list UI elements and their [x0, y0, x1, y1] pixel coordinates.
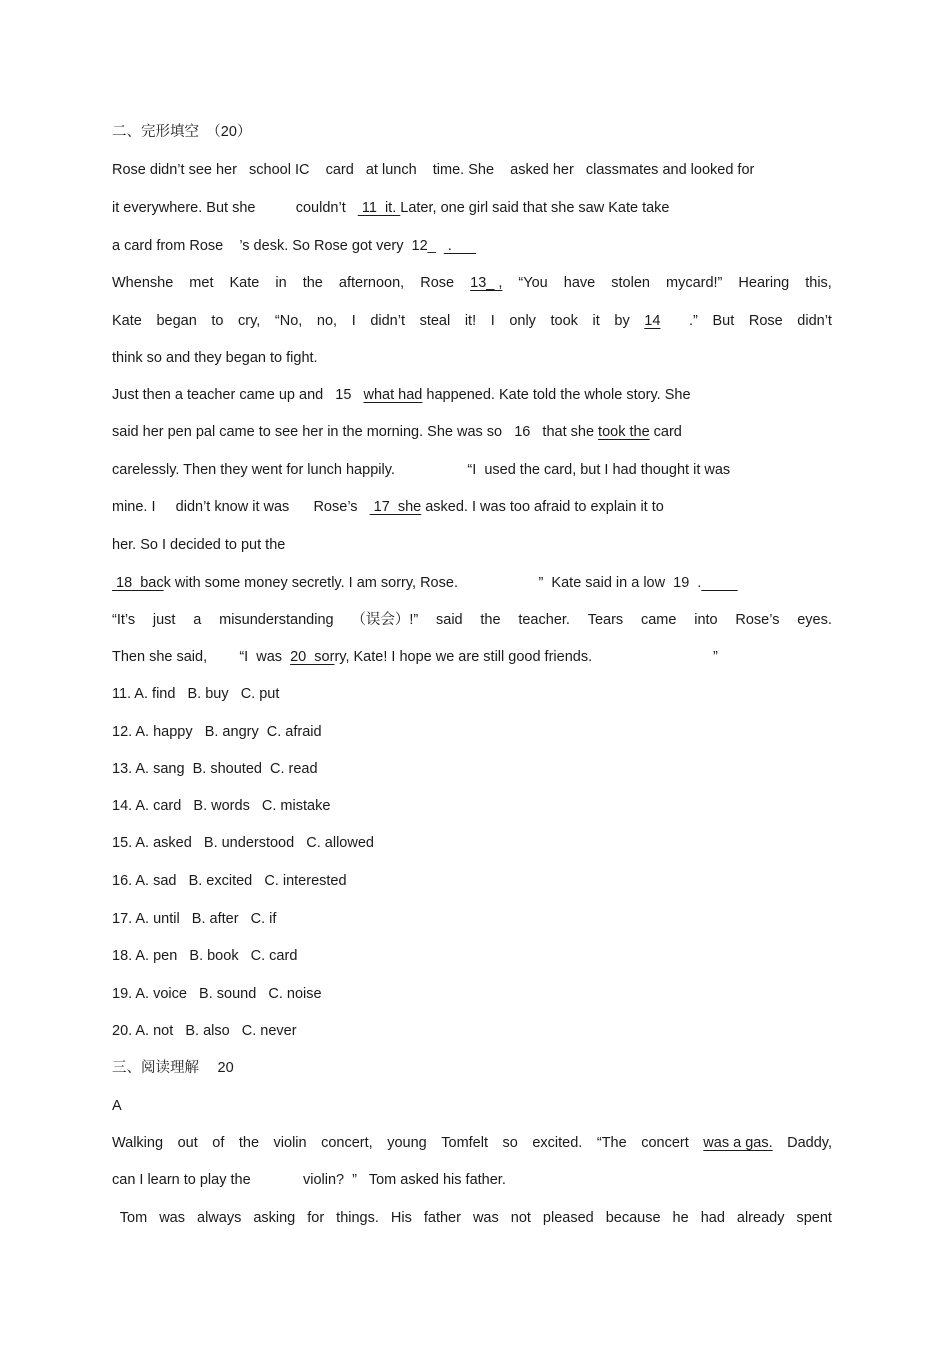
word: Daddy,	[787, 1135, 832, 1151]
word: Rose	[748, 313, 783, 329]
word: for	[307, 1210, 325, 1226]
underlined-text: what had	[363, 387, 423, 403]
word: out	[177, 1135, 198, 1151]
word: things.	[336, 1210, 379, 1226]
passage-line-12	[112, 573, 738, 593]
passage-text: mine. I didn’t know it was Rose’s	[112, 499, 370, 515]
passage-text: happened. Kate told the whole story. She	[422, 387, 691, 403]
word: “You	[518, 275, 548, 291]
word: Hearing	[738, 275, 790, 291]
word: father	[423, 1210, 461, 1226]
option-line: 13. A. sang B. shouted C. read	[112, 761, 318, 777]
word: afternoon,	[338, 275, 405, 291]
word: by	[614, 313, 630, 329]
option-line: 14. A. card B. words C. mistake	[112, 798, 331, 814]
word: was	[159, 1210, 185, 1226]
word: didn’t	[797, 313, 832, 329]
word: in	[275, 275, 287, 291]
passage-text: Then she said, “I was	[112, 649, 291, 665]
reading-part-label: A	[112, 1098, 122, 1114]
passage-line-13	[112, 610, 832, 630]
blank-19	[701, 575, 737, 591]
word: came	[640, 612, 677, 628]
word: pleased	[542, 1210, 594, 1226]
word: misunderstanding	[219, 612, 334, 628]
word: had	[700, 1210, 725, 1226]
word: into	[694, 612, 718, 628]
word: a	[193, 612, 202, 628]
passage-line-4	[112, 273, 832, 293]
word: said	[436, 612, 463, 628]
word: young	[387, 1135, 427, 1151]
blank-14: 14	[644, 313, 661, 329]
word: Tomfelt	[441, 1135, 488, 1151]
blank-17: 17 she	[369, 499, 422, 515]
passage-line-8	[112, 422, 682, 442]
word: the	[480, 612, 501, 628]
word: no,	[316, 313, 338, 329]
word: it!	[464, 313, 477, 329]
word: I	[490, 313, 495, 329]
option-line: 11. A. find B. buy C. put	[112, 686, 280, 702]
word: Kate	[229, 275, 260, 291]
passage-text: asked. I was too afraid to explain it to	[421, 499, 664, 515]
passage-text: Later, one girl said that she saw Kate take	[400, 200, 670, 216]
word: （误会）!”	[351, 612, 419, 628]
word: cry,	[238, 313, 261, 329]
reading-line-3	[112, 1208, 832, 1228]
blank-18: 18 bac	[112, 575, 164, 591]
word: already	[736, 1210, 785, 1226]
word: began	[156, 313, 197, 329]
blank-11: 11 it.	[357, 200, 401, 216]
word: not	[510, 1210, 531, 1226]
word: eyes.	[797, 612, 832, 628]
option-line: 19. A. voice B. sound C. noise	[112, 986, 322, 1002]
option-line: 12. A. happy B. angry C. afraid	[112, 724, 322, 740]
word: because	[605, 1210, 661, 1226]
reading-line-1	[112, 1133, 832, 1153]
word: “It’s	[112, 612, 136, 628]
word: so	[502, 1135, 518, 1151]
passage-text: card	[649, 424, 682, 440]
word: stolen	[611, 275, 650, 291]
word: always	[197, 1210, 242, 1226]
word: mycard!”	[665, 275, 723, 291]
word: only	[509, 313, 536, 329]
passage-text: it everywhere. But she couldn’t	[112, 200, 358, 216]
word: teacher.	[518, 612, 570, 628]
word: asking	[253, 1210, 296, 1226]
word: took	[550, 313, 578, 329]
word: Rose	[420, 275, 455, 291]
word: Rose’s	[735, 612, 780, 628]
passage-text: ry, Kate! I hope we are still good friends. ”	[334, 649, 718, 665]
underlined-phrase: was a gas.	[703, 1135, 773, 1151]
passage-text: a card from Rose ’s desk. So Rose got very 12_	[112, 238, 444, 254]
option-line: 18. A. pen B. book C. card	[112, 948, 298, 964]
word: the	[238, 1135, 260, 1151]
word: steal	[419, 313, 451, 329]
passage-line-9: carelessly. Then they went for lunch happily. “I used the card, but I had thought it was	[112, 462, 731, 478]
word: Whenshe	[112, 275, 174, 291]
word: this,	[805, 275, 832, 291]
word: His	[390, 1210, 412, 1226]
blank-12: .	[443, 238, 477, 254]
blank-20: 20 sor	[290, 649, 335, 665]
word: Walking	[112, 1135, 164, 1151]
word: it	[592, 313, 600, 329]
word: “The	[596, 1135, 627, 1151]
option-line: 17. A. until B. after C. if	[112, 911, 277, 927]
option-line: 16. A. sad B. excited C. interested	[112, 873, 347, 889]
word: he	[672, 1210, 689, 1226]
passage-line-7	[112, 385, 691, 405]
reading-line-2: can I learn to play the violin? ” Tom asked his father.	[112, 1172, 506, 1188]
word: have	[563, 275, 596, 291]
word: concert	[641, 1135, 689, 1151]
passage-line-14	[112, 647, 718, 667]
passage-line-6: think so and they began to fight.	[112, 350, 318, 366]
word: met	[189, 275, 214, 291]
word: didn’t	[370, 313, 405, 329]
word: Tears	[587, 612, 624, 628]
passage-line-1: Rose didn’t see her school IC card at lunch time. She asked her classmates and looked for	[112, 162, 755, 178]
section-heading-cloze: 二、完形填空 （20）	[112, 124, 252, 140]
word: the	[302, 275, 323, 291]
word: concert,	[321, 1135, 373, 1151]
word: spent	[796, 1210, 832, 1226]
passage-line-11: her. So I decided to put the	[112, 537, 286, 553]
word: Kate	[112, 313, 142, 329]
word: to	[211, 313, 224, 329]
word: .”	[689, 313, 698, 329]
underlined-text: took the	[598, 424, 650, 440]
option-line: 15. A. asked B. understood C. allowed	[112, 835, 374, 851]
passage-text: Just then a teacher came up and 15	[112, 387, 364, 403]
passage-line-10	[112, 497, 664, 517]
word: “No,	[274, 313, 303, 329]
word: of	[212, 1135, 225, 1151]
word: just	[152, 612, 176, 628]
passage-text: said her pen pal came to see her in the morning. She was so 16 that she	[112, 424, 599, 440]
option-line: 20. A. not B. also C. never	[112, 1023, 297, 1039]
word: But	[712, 313, 735, 329]
passage-line-3	[112, 236, 476, 256]
passage-line-5	[112, 311, 832, 331]
word: was	[472, 1210, 499, 1226]
passage-text: k with some money secretly. I am sorry, Rose. ” Kate said in a low 19 .	[163, 575, 702, 591]
passage-line-2	[112, 198, 670, 218]
blank-13: 13_ ,	[470, 275, 503, 291]
word: I	[351, 313, 356, 329]
word: violin	[273, 1135, 307, 1151]
word: excited.	[532, 1135, 583, 1151]
word: Tom	[112, 1210, 148, 1226]
section-heading-reading: 三、阅读理解 20	[112, 1060, 234, 1076]
